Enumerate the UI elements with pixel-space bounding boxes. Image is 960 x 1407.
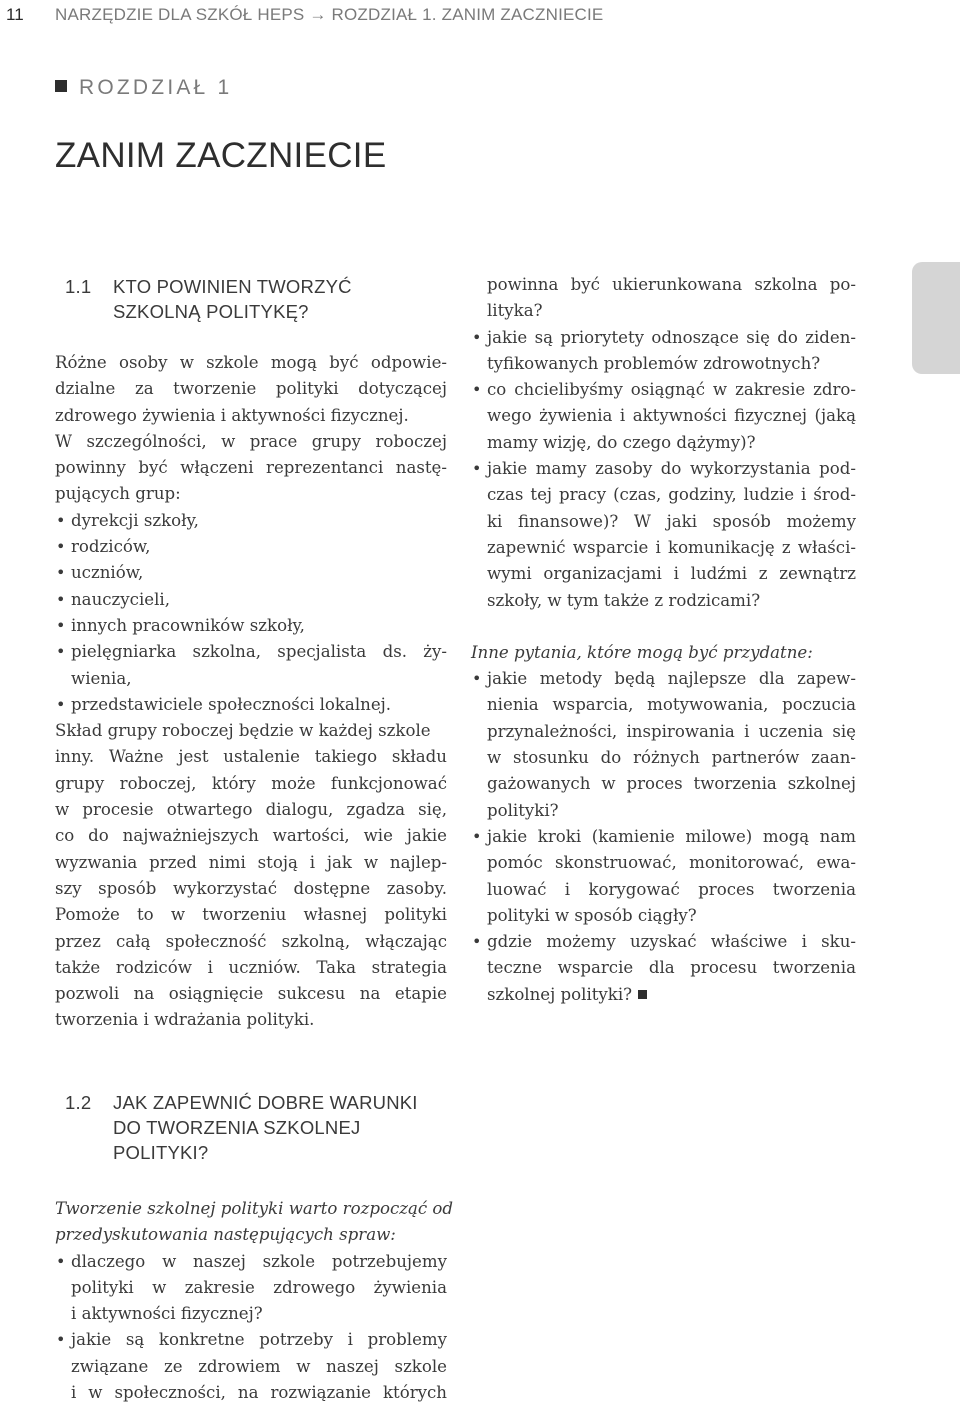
text-line: wyzwania przed nimi stoją i jak w najlep- — [55, 852, 447, 872]
text-line: W szczególności, w prace grupy roboczej — [55, 431, 447, 451]
bullet-icon: • — [472, 459, 482, 479]
chapter-tab-marker — [912, 262, 960, 374]
text-line: lityka? — [487, 301, 543, 321]
running-title: NARZĘDZIE DLA SZKÓŁ HEPS → ROZDZIAŁ 1. ZANIM ZACZNIECIE — [55, 5, 604, 24]
bottom-column — [55, 1196, 454, 1406]
list-item: • co chcielibyśmy osiągnąć w zakresie zdro- wego żywienia i aktywności fizycznej (jaką mamy wizję, do czego dążymy)? — [471, 377, 856, 456]
bullet-icon: • — [56, 510, 66, 530]
list-item: • nauczycieli, — [55, 587, 447, 613]
text-line: tworzenia i wdrażania polityki. — [55, 1010, 315, 1030]
page-number: 11 — [6, 5, 24, 24]
list-item: • jakie metody będą najlepsze dla zapew- nienia wsparcia, motywowania, poczucia przynależności, inspirowania i uczenia się w stosunku do różnych partnerów zaan- gażowanych w proces tworzenia szkolnej polityki? — [471, 666, 856, 824]
section-heading-1-2 — [65, 1090, 418, 1165]
text-line: także rodziców i uczniów. Taka strategia — [55, 957, 447, 977]
text-line: zdrowego żywienia i aktywności fizycznej. — [55, 405, 409, 425]
bullet-icon: • — [56, 642, 66, 662]
text-line: dzialne za tworzenie polityki dotyczącej — [55, 379, 447, 399]
text-line: powinny być włączeni reprezentanci nastę- — [55, 458, 447, 478]
list-item: • jakie są konkretne potrzeby i problemy związane ze zdrowiem w naszej szkole i w społeczności, na rozwiązanie których — [55, 1327, 447, 1406]
list-item: • jakie mamy zasoby do wykorzystania pod- czas tej pracy (czas, godziny, ludzie i środ- ki finansowe)? W jaki sposób możemy zapewnić wsparcie i komunikację z właści- wymi organizacjami i ludźmi z zewnątrz szkoły, w tym także z rodzicami? — [471, 456, 856, 614]
list-item: • dlaczego w naszej szkole potrzebujemy polityki w zakresie zdrowego żywienia i aktywności fizycznej? — [55, 1249, 447, 1328]
section-title-line: KTO POWINIEN TWORZYĆ — [113, 276, 352, 297]
text-line: w procesie otwartego dialogu, zgadza się, — [55, 800, 447, 820]
list-item: • jakie kroki (kamienie milowe) mogą nam pomóc skonstruować, monitorować, ewa- luować i korygować proces tworzenia polityki w sposób ciągły? — [471, 824, 856, 929]
list-item: • uczniów, — [55, 560, 447, 586]
list-item: • pielęgniarka szkolna, specjalista ds. ży- wienia, — [55, 639, 447, 692]
bullet-icon: • — [56, 563, 66, 583]
right-column — [471, 272, 856, 1008]
square-bullet-icon — [55, 80, 67, 92]
text-line: inny. Ważne jest ustalenie takiego składu — [55, 747, 447, 767]
chapter-title: ZANIM ZACZNIECIE — [55, 136, 387, 175]
text-line: Pomoże to w tworzeniu własnej polityki — [55, 905, 447, 925]
bullet-icon: • — [56, 1251, 66, 1271]
bullet-icon: • — [56, 615, 66, 635]
bullet-icon: • — [56, 1330, 66, 1350]
section-title-line: POLITYKI? — [113, 1142, 209, 1163]
running-header — [0, 0, 960, 30]
end-mark-icon — [638, 990, 647, 999]
list-item: • dyrekcji szkoły, — [55, 508, 447, 534]
chapter-label — [55, 76, 232, 100]
italic-intro-line: przedyskutowania następujących spraw: — [55, 1225, 396, 1245]
section-title-line: SZKOLNĄ POLITYKĘ? — [113, 301, 309, 322]
section-number: 1.2 — [65, 1092, 92, 1113]
text-line: pujących grup: — [55, 484, 181, 504]
section-title-line: JAK ZAPEWNIĆ DOBRE WARUNKI — [113, 1092, 418, 1113]
list-item: • rodziców, — [55, 534, 447, 560]
italic-intro: Inne pytania, które mogą być przydatne: — [471, 642, 813, 662]
bullet-icon: • — [472, 932, 482, 952]
bullet-icon: • — [56, 589, 66, 609]
chapter-label-text: ROZDZIAŁ 1 — [79, 76, 233, 99]
text-line: co do najważniejszych wartości, wie jakie — [55, 826, 447, 846]
bullet-icon: • — [472, 327, 482, 347]
list-item: • przedstawiciele społeczności lokalnej. — [55, 692, 447, 718]
bullet-icon: • — [472, 826, 482, 846]
text-line: powinna być ukierunkowana szkolna po- — [487, 275, 856, 294]
text-line: pozwoli na osiągnięcie sukcesu na etapie — [55, 984, 447, 1004]
bullet-icon: • — [472, 669, 482, 689]
italic-intro-line: Tworzenie szkolnej polityki warto rozpocząć od — [55, 1199, 454, 1218]
section-title-line: DO TWORZENIA SZKOLNEJ — [113, 1117, 361, 1138]
bullet-icon: • — [472, 380, 482, 400]
text-line: Skład grupy roboczej będzie w każdej szkole — [55, 721, 431, 741]
text-line: Różne osoby w szkole mogą być odpowie- — [55, 353, 447, 372]
list-item: • jakie są priorytety odnoszące się do ziden- tyfikowanych problemów zdrowotnych? — [471, 325, 856, 378]
text-line: szy sposób wykorzystać dostępne zasoby. — [55, 878, 447, 898]
section-heading-1-1 — [65, 274, 352, 324]
bullet-icon: • — [56, 694, 66, 714]
section-number: 1.1 — [65, 276, 92, 297]
text-line: grupy roboczej, który może funkcjonować — [55, 773, 447, 793]
list-item: • gdzie możemy uzyskać właściwe i sku- teczne wsparcie dla procesu tworzenia szkolnej polityki? — [471, 929, 856, 1008]
text-line: przez całą społeczność szkolną, włączając — [55, 931, 447, 951]
left-column — [55, 350, 447, 1034]
list-item: • innych pracowników szkoły, — [55, 613, 447, 639]
bullet-icon: • — [56, 537, 66, 557]
